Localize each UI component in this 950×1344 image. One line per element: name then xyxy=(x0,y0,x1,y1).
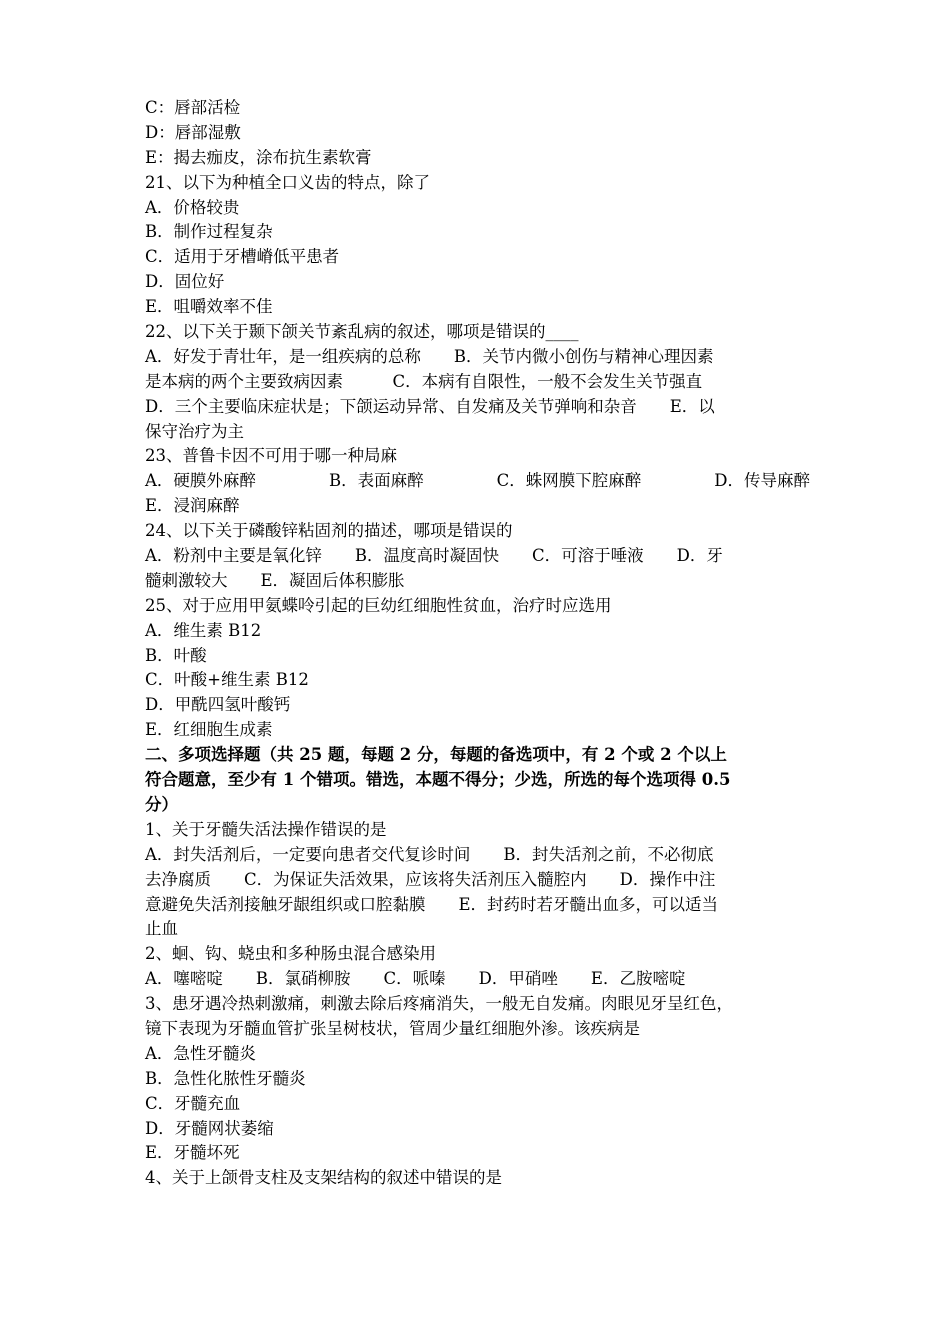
option-text-line: A．封失活剂后，一定要向患者交代复诊时间 B．封失活剂之前，不必彻底 xyxy=(145,844,714,864)
question-stem: 23、普鲁卡因不可用于哪一种局麻 xyxy=(145,446,397,466)
option-c: C．蛛网膜下腔麻醉 xyxy=(496,471,642,491)
question-stem: 25、对于应用甲氨蝶呤引起的巨幼红细胞性贫血，治疗时应选用 xyxy=(145,595,612,615)
option-line: C．叶酸+维生素 B12 xyxy=(145,670,309,690)
option-row xyxy=(145,469,810,494)
document-page xyxy=(145,96,810,1191)
option-text-line: 是本病的两个主要致病因素 C．本病有自限性，一般不会发生关节强直 xyxy=(145,371,703,391)
option-text-line: 止血 xyxy=(145,919,178,939)
option-line: E．浸润麻醉 xyxy=(145,496,240,516)
option-text-line: 去净腐质 C．为保证失活效果，应该将失活剂压入髓腔内 D．操作中注 xyxy=(145,869,716,889)
option-text-line: 保守治疗为主 xyxy=(145,421,244,441)
option-line: A．价格较贵 xyxy=(145,197,240,217)
question-stem: 21、以下为种植全口义齿的特点，除了 xyxy=(145,172,430,192)
section-heading: 二、多项选择题（共 25 题，每题 2 分，每题的备选项中，有 2 个或 2 个以上 xyxy=(145,745,727,765)
option-line: E．红细胞生成素 xyxy=(145,720,273,740)
option-d: D．传导麻醉 xyxy=(714,471,810,491)
option-line: C．适用于牙槽嵴低平患者 xyxy=(145,247,340,267)
option-a: A．硬膜外麻醉 xyxy=(145,471,256,491)
option-text-line: 髓刺激较大 E．凝固后体积膨胀 xyxy=(145,570,405,590)
option-text-line: A．粉剂中主要是氧化锌 B．温度高时凝固快 C．可溶于唾液 D．牙 xyxy=(145,546,723,566)
section-heading: 符合题意，至少有 1 个错项。错选，本题不得分；少选，所选的每个选项得 0.5 xyxy=(145,770,731,790)
question-stem: 4、关于上颌骨支柱及支架结构的叙述中错误的是 xyxy=(145,1168,502,1188)
question-stem: 1、关于牙髓失活法操作错误的是 xyxy=(145,819,387,839)
question-stem: 2、蛔、钩、蛲虫和多种肠虫混合感染用 xyxy=(145,944,436,964)
option-line: D：唇部湿敷 xyxy=(145,122,241,142)
question-stem: 3、患牙遇冷热刺激痛，刺激去除后疼痛消失，一般无自发痛。肉眼见牙呈红色， xyxy=(145,994,733,1014)
option-line: C．牙髓充血 xyxy=(145,1093,241,1113)
option-line: E．牙髓坏死 xyxy=(145,1143,240,1163)
section-heading: 分） xyxy=(145,794,178,814)
option-text-line: A．好发于青壮年，是一组疾病的总称 B．关节内微小创伤与精神心理因素 xyxy=(145,346,714,366)
option-text-line: 意避免失活剂接触牙龈组织或口腔黏膜 E．封药时若牙髓出血多，可以适当 xyxy=(145,894,719,914)
option-line: B．制作过程复杂 xyxy=(145,222,273,242)
option-line: C：唇部活检 xyxy=(145,98,241,117)
option-line: E：揭去痂皮，涂布抗生素软膏 xyxy=(145,147,372,167)
option-text-line: A．噻嘧啶 B．氯硝柳胺 C．哌嗪 D．甲硝唑 E．乙胺嘧啶 xyxy=(145,969,686,989)
option-line: B．叶酸 xyxy=(145,645,207,665)
option-line: A．急性牙髓炎 xyxy=(145,1043,256,1063)
option-line: A．维生素 B12 xyxy=(145,620,262,640)
question-stem: 22、以下关于颞下颌关节紊乱病的叙述，哪项是错误的____ xyxy=(145,322,579,342)
option-text-line: D．三个主要临床症状是；下颌运动异常、自发痛及关节弹响和杂音 E．以 xyxy=(145,396,715,416)
question-stem: 镜下表现为牙髓血管扩张呈树枝状，管周少量红细胞外渗。该疾病是 xyxy=(145,1018,640,1038)
option-line: D．牙髓网状萎缩 xyxy=(145,1118,274,1138)
option-line: D．固位好 xyxy=(145,272,225,292)
option-line: E．咀嚼效率不佳 xyxy=(145,297,273,317)
question-stem: 24、以下关于磷酸锌粘固剂的描述，哪项是错误的 xyxy=(145,521,513,541)
option-line: B．急性化脓性牙髓炎 xyxy=(145,1068,306,1088)
option-line: D．甲酰四氢叶酸钙 xyxy=(145,695,291,715)
option-b: B．表面麻醉 xyxy=(328,471,424,491)
